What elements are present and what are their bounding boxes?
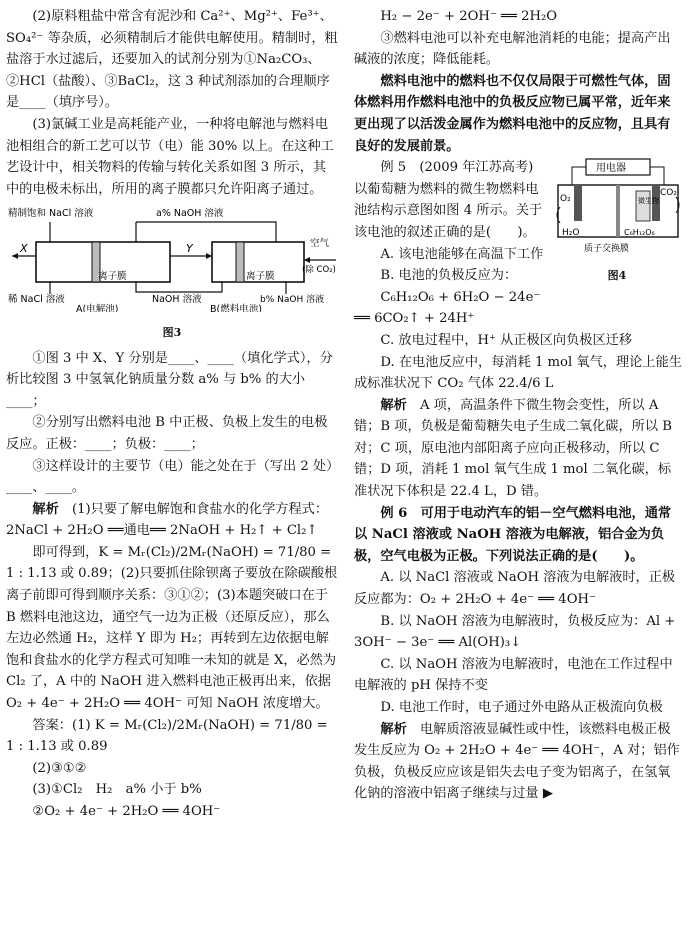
answer-4: ②O₂ + 4e⁻ + 2H₂O ══ 4OH⁻	[32, 804, 221, 819]
equation-electrolysis: 2NaCl + 2H₂O ══通电══ 2NaOH + H₂↑ + Cl₂↑	[6, 523, 318, 539]
question-part3: (3)氯碱工业是高耗能产业，一种将电解池与燃料电池相组合的新工艺可以节（电）能 30% 以上。在这种工艺设计中，相关物料的传输与转化关系如图 3 所示，其中的电极未标出，所用的离子膜都只允许阳离子通过。	[6, 116, 334, 197]
label-membrane: 质子交换膜	[584, 244, 630, 255]
figure-3-caption: 图3	[162, 325, 182, 339]
option-5d: D. 在电池反应中，每消耗 1 mol 氧气，理论上能生成标准状况下 CO₂ 气体 22.4/6 L	[354, 354, 682, 392]
left-column	[6, 6, 338, 823]
analysis6-heading: 解析	[380, 721, 407, 737]
label-membrane-b: 离子膜	[246, 271, 275, 283]
label-dilute: 稀 NaCl 溶液	[8, 294, 65, 306]
equation-anode: H₂ − 2e⁻ + 2OH⁻ ══ 2H₂O	[380, 9, 558, 24]
label-y: Y	[186, 242, 193, 256]
option-5c: C. 放电过程中，H⁺ 从正极区向负极区迁移	[380, 332, 633, 348]
analysis-intro: (1)只要了解电解饱和食盐水的化学方程式：	[71, 501, 329, 517]
membrane-b	[236, 242, 244, 282]
answer-1: 答案：(1) K = Mᵣ(Cl₂)/2Mᵣ(NaOH) = 71/80 = 1 : 1.13 或 0.89	[6, 717, 328, 755]
figure-3-diagram	[6, 204, 338, 312]
label-top-left: 精制饱和 NaCl 溶液	[8, 208, 94, 220]
analysis-body: 即可得到，K = Mᵣ(Cl₂)/2Mᵣ(NaOH) = 71/80 = 1 : 1.13 或 0.89；(2)只要抓住除钡离子要放在除碳酸根离子前即可得到顺序关系：③①②；(3)本题突破口在于 B 燃料电池这边，通空气一边为正极（还原反应），那么左边必然通 H₂，这样 Y 即为 H₂；再转到左边依据电解饱和食盐水的化学方程式可知唯一未知的就是 X，必然为 Cl₂ 了，A 中的 NaOH 进入燃料电池正极再出来，依据 O₂ + 4e⁻ + 2H₂O ══ 4OH⁻ 可知 NaOH 浓度增大。	[6, 544, 338, 712]
figure-4-caption: 图4	[607, 268, 627, 282]
fuel-paragraph: 燃料电池中的燃料也不仅仅局限于可燃性气体，固体燃料用作燃料电池中的负极反应物已属平常，近年来更出现了以活泼金属作为燃料电池中的反应物，且具有良好的发展前景。	[354, 73, 671, 154]
sub-question-2: ②分别写出燃料电池 B 中正极、负极上发生的电极反应。正极：____；负极：____；	[6, 415, 328, 452]
figure-4-diagram	[552, 157, 682, 255]
label-glucose: C₆H₁₂O₆	[624, 228, 655, 238]
proton-membrane	[616, 185, 620, 237]
label-b-naoh: b% NaOH 溶液	[260, 295, 325, 306]
sub-question-1: ①图 3 中 X、Y 分别是____、____（填化学式），分析比较图 3 中氢氧化钠质量分数 a% 与 b% 的大小____；	[6, 350, 333, 409]
option-6b: B. 以 NaOH 溶液为电解液时，负极反应为：Al + 3OH⁻ − 3e⁻ ══ Al(OH)₃↓	[354, 613, 676, 651]
microbe-zone	[636, 191, 650, 221]
label-x: X	[20, 242, 28, 256]
label-air: 空气	[310, 238, 330, 250]
label-cell-a: A(电解池)	[76, 304, 119, 313]
question-part2: (2)原料粗盐中常含有泥沙和 Ca²⁺、Mg²⁺、Fe³⁺、SO₄²⁻ 等杂质，必须精制后才能供电解使用。精制时，粗盐溶于水过滤后，还要加入的试剂分别为①Na₂CO₃、②HCl（盐酸）、③BaCl₂，这 3 种试剂添加的合理顺序是____（填序号）。	[6, 9, 338, 111]
label-microbe: 微生物	[638, 197, 659, 206]
answer-save-points: ③燃料电池可以补充电解池消耗的电能；提高产出碱液的浓度；降低能耗。	[354, 30, 671, 68]
analysis5-body: A 项，高温条件下微生物会变性，所以 A 错；B 项，负极是葡萄糖失电子生成二氧化碳，所以 B 对；C 项，原电池内部阳离子应向正极移动，所以 C 错；D 项，消耗 1 mol 氧气生成 1 mol 二氧化碳，标准状况下体积是 22.4 L，D 错。	[354, 397, 672, 500]
sub-question-3: ③这样设计的主要节（电）能之处在于（写出 2 处）____、____。	[6, 458, 333, 496]
analysis6-body: 电解质溶液显碱性或中性，该燃料电极正极发生反应为 O₂ + 2H₂O + 4e⁻ ══ 4OH⁻，A 对；铝作负极，负极反应应该是铝失去电子变为铝离子，在氢氧化钠的溶液中铝离子继续与过量	[354, 721, 680, 802]
continue-arrow-icon: ▶	[542, 786, 553, 802]
option-5b: B. 电池的负极反应为：	[380, 268, 518, 284]
label-top-mid: a% NaOH 溶液	[156, 208, 224, 220]
label-co2: CO₂	[660, 188, 677, 199]
label-membrane-a: 离子膜	[98, 271, 127, 283]
analysis5-heading: 解析	[380, 397, 407, 413]
analysis-heading: 解析	[32, 501, 59, 517]
answer-2: (2)③①②	[32, 760, 87, 776]
option-6d: D. 电池工作时，电子通过外电路从正极流向负极	[380, 700, 663, 715]
label-cell-b: B(燃料电池)	[210, 304, 262, 313]
option-5b-equation: C₆H₁₂O₆ + 6H₂O − 24e⁻ ══ 6CO₂↑ + 24H⁺	[354, 289, 541, 327]
label-naoh: NaOH 溶液	[152, 294, 202, 306]
example-5: 例 5 (2009 年江苏高考)以葡萄糖为燃料的微生物燃料电池结构示意图如图 4 所示。关于该电池的叙述正确的是( )。	[354, 160, 543, 240]
label-h2o: H₂O	[562, 228, 580, 239]
option-6c: C. 以 NaOH 溶液为电解液时，电池在工作过程中电解液的 pH 保持不变	[354, 656, 673, 694]
example-6: 例 6 可用于电动汽车的铝－空气燃料电池，通常以 NaCl 溶液或 NaOH 溶液为电解液，铝合金为负极，空气电极为正极。下列说法正确的是( )。	[354, 505, 672, 564]
option-5a: A. 该电池能够在高温下工作	[380, 246, 544, 262]
electrode-left	[574, 185, 582, 221]
label-air2: (除 CO₂)	[302, 265, 336, 276]
figure-4	[552, 157, 682, 290]
right-column	[354, 6, 682, 805]
figure-3	[6, 204, 338, 343]
option-6a: A. 以 NaCl 溶液或 NaOH 溶液为电解液时，正极反应都为：O₂ + 2H₂O + 4e⁻ ══ 4OH⁻	[354, 570, 676, 608]
label-o2: O₂	[560, 194, 571, 205]
label-device: 用电器	[596, 163, 626, 175]
answer-3: (3)①Cl₂ H₂ a% 小于 b%	[32, 782, 202, 798]
